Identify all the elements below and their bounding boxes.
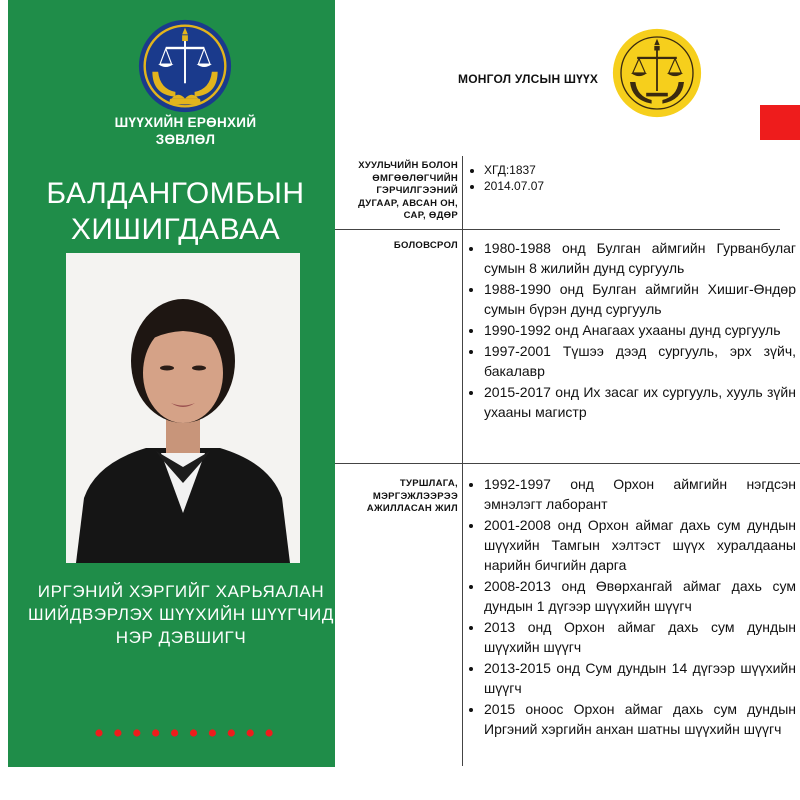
judicial-council-emblem-icon (137, 18, 233, 114)
education-list (470, 238, 796, 423)
nomination-title: ИРГЭНИЙ ХЭРГИЙГ ХАРЬЯАЛАН ШИЙДВЭРЛЭХ ШҮҮХИЙН ШҮҮГЧИД НЭР ДЭВШИГЧ (28, 582, 334, 647)
decorative-dot (247, 729, 254, 736)
list-item: • 1980-1988 онд Булган аймгийн Гурванбулаг сумын 8 жилийн дунд сургууль (484, 238, 796, 278)
table-row-divider (335, 229, 780, 230)
left-panel (8, 0, 335, 767)
experience-list (470, 474, 796, 740)
table-row-divider (335, 463, 800, 464)
list-item: • 1992-1997 онд Орхон аймгийн нэгдсэн эмнэлэгт лаборант (484, 474, 796, 514)
list-item: • 1990-1992 онд Анагаах ухааны дунд сургууль (484, 320, 796, 340)
decorative-dot (171, 729, 178, 736)
decorative-dots (94, 728, 274, 738)
court-title: МОНГОЛ УЛСЫН ШҮҮХ (458, 72, 599, 86)
list-item: • 1988-1990 онд Булган аймгийн Хишиг-Өндөр сумын бүрэн дунд сургууль (484, 279, 796, 319)
license-date: • 2014.07.07 (484, 178, 796, 194)
list-item: • 2008-2013 онд Өвөрхангай аймаг дахь сум дундын 1 дүгээр шүүхийн шүүгч (484, 576, 796, 616)
council-name: ШҮҮХИЙН ЕРӨНХИЙ ЗӨВЛӨЛ (114, 115, 257, 147)
table-vertical-divider (462, 156, 463, 766)
experience-label: ТУРШЛАГА, МЭРГЭЖЛЭЭРЭЭ АЖИЛЛАСАН ЖИЛ (366, 478, 458, 514)
portrait-photo (66, 253, 300, 563)
red-accent-block (760, 105, 800, 140)
list-item: • 2015-2017 онд Их засаг их сургууль, хууль зүйн ухааны магистр (484, 382, 796, 422)
decorative-dot (133, 729, 140, 736)
court-seal-icon (612, 28, 702, 118)
decorative-dot (114, 729, 121, 736)
education-label: БОЛОВСРОЛ (393, 240, 458, 251)
decorative-dot (266, 729, 273, 736)
list-item: • 1997-2001 Түшээ дээд сургууль, эрх зүйч, бакалавр (484, 341, 796, 381)
decorative-dot (190, 729, 197, 736)
list-item: • 2013-2015 онд Сум дундын 14 дүгээр шүүхийн шүүгч (484, 658, 796, 698)
decorative-dot (228, 729, 235, 736)
decorative-dot (95, 729, 102, 736)
decorative-dot (152, 729, 159, 736)
license-label: ХУУЛЬЧИЙН БОЛОН ӨМГӨӨЛӨГЧИЙН ГЭРЧИЛГЭЭНИЙ ДУГААР, АВСАН ОН, САР, ӨДӨР (358, 160, 458, 221)
license-list (470, 162, 796, 194)
list-item: • 2013 онд Орхон аймаг дахь сум дундын шүүхийн шүүгч (484, 617, 796, 657)
license-number: • ХГД:1837 (484, 162, 796, 178)
list-item: • 2001-2008 онд Орхон аймаг дахь сум дундын шүүхийн Тамгын хэлтэст шүүх хуралдааны нарийн бичгийн дарга (484, 515, 796, 575)
list-item: • 2015 оноос Орхон аймаг дахь сум дундын Иргэний хэргийн анхан шатны шүүхийн шүүгч (484, 699, 796, 739)
decorative-dot (209, 729, 216, 736)
person-name: БАЛДАНГОМБЫН ХИШИГДАВАА (46, 177, 305, 246)
